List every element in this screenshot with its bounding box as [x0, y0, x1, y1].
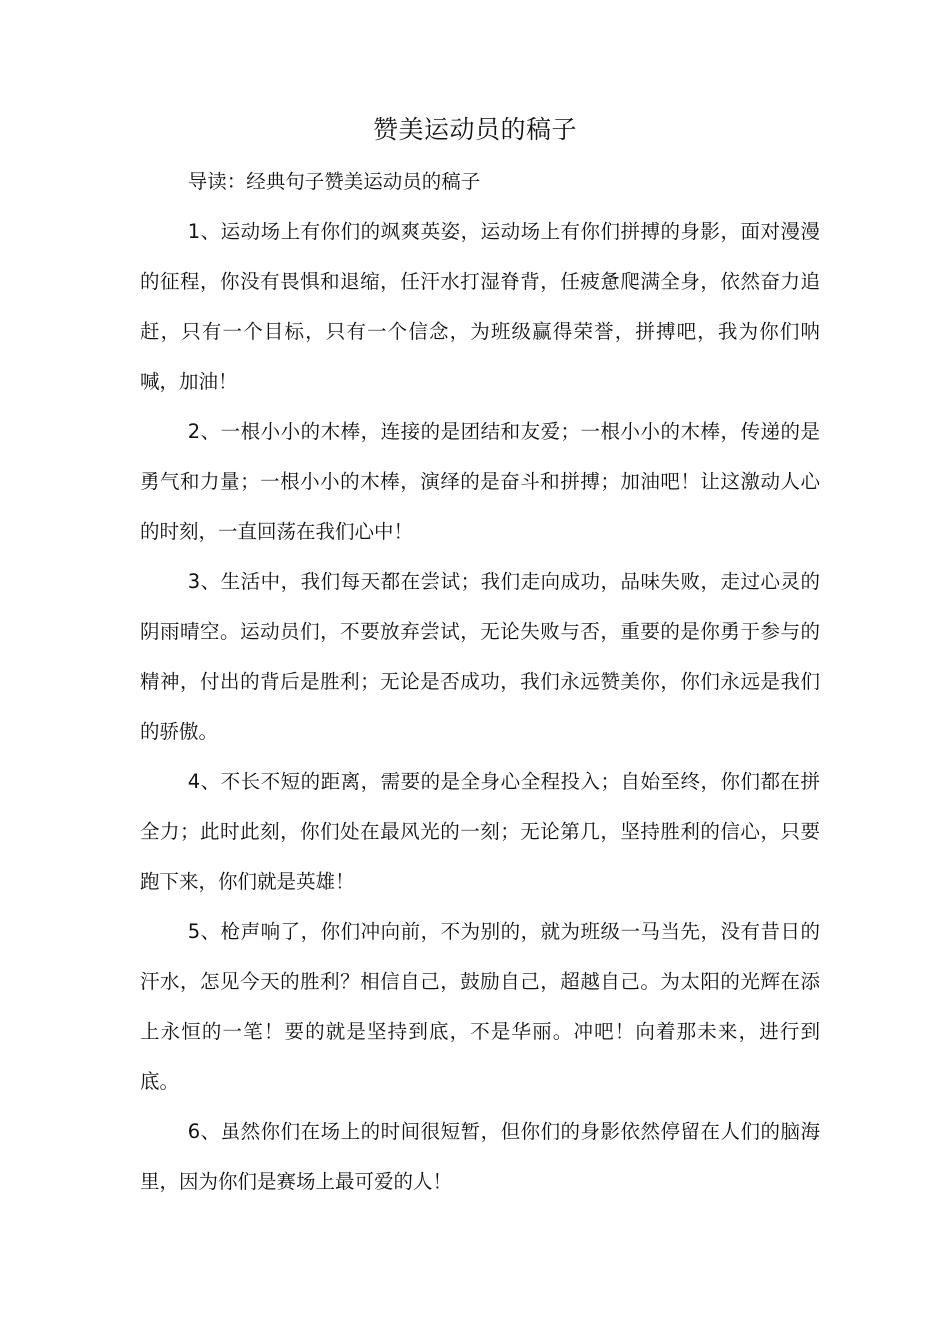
- intro-line: 导读：经典句子赞美运动员的稿子: [187, 170, 481, 193]
- document-title: 赞美运动员的稿子: [372, 115, 577, 144]
- paragraph-5: 5、枪声响了，你们冲向前，不为别的，就为班级一马当先，没有昔日的汗水，怎见今天的胜利？相信自己，鼓励自己，超越自己。为太阳的光辉在添上永恒的一笔！要的就是坚持到底，不是华丽。冲吧！向着那未来，进行到底。: [140, 920, 820, 1093]
- paragraph-3: 3、生活中，我们每天都在尝试；我们走向成功，品味失败，走过心灵的阴雨晴空。运动员们，不要放弃尝试，无论失败与否，重要的是你勇于参与的精神，付出的背后是胜利；无论是否成功，我们永远赞美你，你们永远是我们的骄傲。: [140, 570, 820, 743]
- paragraph-2: 2、一根小小的木棒，连接的是团结和友爱；一根小小的木棒，传递的是勇气和力量；一根小小的木棒，演绎的是奋斗和拼搏；加油吧！让这激动人心的时刻，一直回荡在我们心中！: [140, 420, 820, 543]
- paragraph-1: 1、运动场上有你们的飒爽英姿，运动场上有你们拼搏的身影，面对漫漫的征程，你没有畏惧和退缩，任汗水打湿脊背，任疲惫爬满全身，依然奋力追赶，只有一个目标，只有一个信念，为班级赢得荣誉，拼搏吧，我为你们呐喊，加油！: [140, 220, 820, 393]
- paragraph-4: 4、不长不短的距离，需要的是全身心全程投入；自始至终，你们都在拼全力；此时此刻，你们处在最风光的一刻；无论第几，坚持胜利的信心，只要跑下来，你们就是英雄！: [140, 770, 820, 893]
- paragraph-6: 6、虽然你们在场上的时间很短暂，但你们的身影依然停留在人们的脑海里，因为你们是赛场上最可爱的人！: [140, 1120, 820, 1193]
- document-body: [140, 157, 820, 1207]
